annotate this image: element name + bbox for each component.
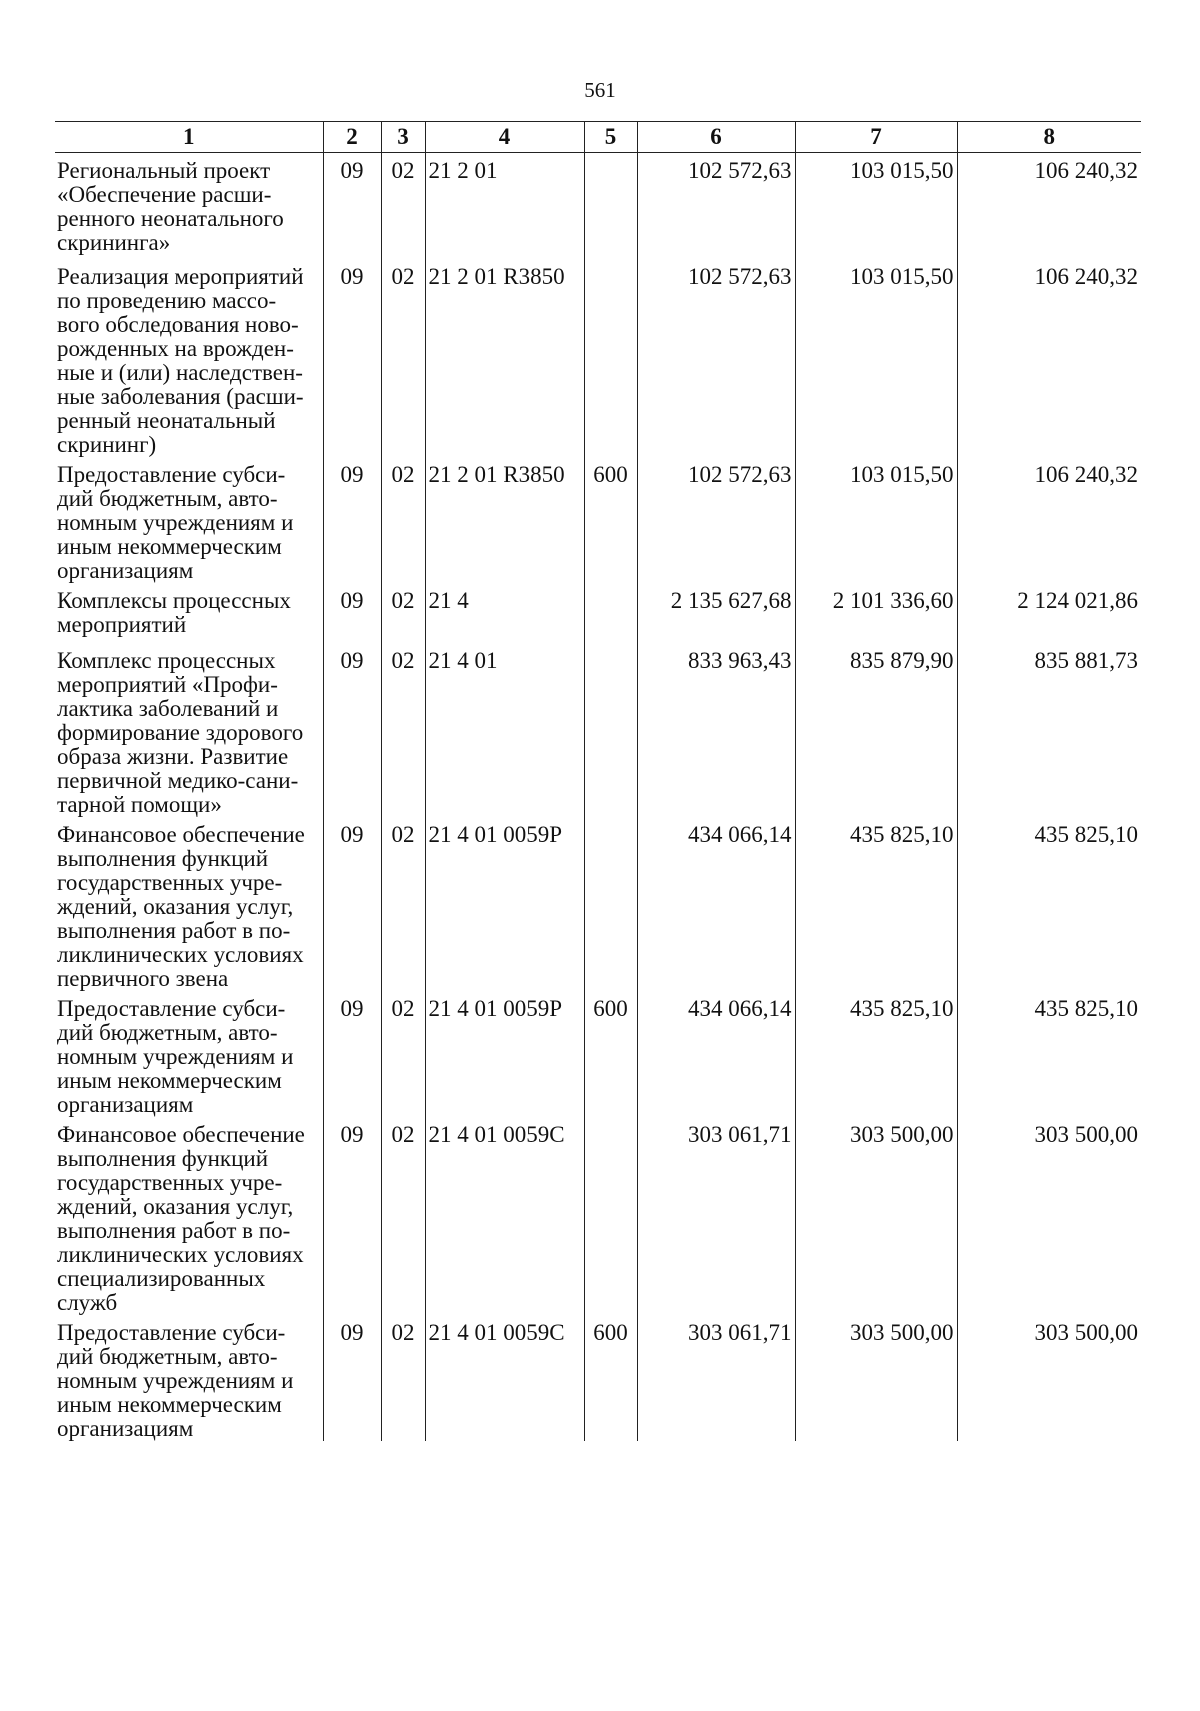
row-name-line: дий бюджетным, авто-	[57, 485, 278, 511]
expense-type-cell	[584, 153, 637, 259]
row-name-line: иным некоммерческим	[57, 1067, 282, 1093]
row-name-line: государственных учре-	[57, 1169, 283, 1195]
target-article-cell: 21 4 01	[425, 643, 584, 817]
row-name-line: дий бюджетным, авто-	[57, 1019, 278, 1045]
table-row	[55, 583, 1141, 643]
table-header-row	[55, 122, 1141, 153]
row-name-line: государственных учре-	[57, 869, 283, 895]
section-code-cell: 09	[323, 259, 381, 457]
row-name-line: иным некоммерческим	[57, 1391, 282, 1417]
page-number: 561	[584, 78, 616, 102]
row-name-line: ренный неонатальный	[57, 407, 276, 433]
row-name-cell	[55, 153, 323, 259]
column-header: 8	[957, 122, 1141, 153]
table-row	[55, 259, 1141, 457]
table-row	[55, 817, 1141, 991]
amount-year2-cell: 103 015,50	[795, 259, 957, 457]
amount-year2-cell: 835 879,90	[795, 643, 957, 817]
row-name-line: лактика заболеваний и	[57, 695, 279, 721]
column-header: 4	[425, 122, 584, 153]
section-code-cell: 09	[323, 583, 381, 643]
table-row	[55, 1117, 1141, 1315]
row-name-line: организациям	[57, 1091, 194, 1117]
row-name-line: выполнения функций	[57, 1145, 268, 1171]
column-header: 5	[584, 122, 637, 153]
row-name-cell	[55, 643, 323, 817]
row-name-cell	[55, 583, 323, 643]
expense-type-cell: 600	[584, 991, 637, 1117]
section-code-cell: 09	[323, 153, 381, 259]
section-code-cell: 09	[323, 1315, 381, 1441]
amount-year2-cell: 435 825,10	[795, 991, 957, 1117]
amount-year2-cell: 303 500,00	[795, 1315, 957, 1441]
row-name-line: ждений, оказания услуг,	[57, 893, 294, 919]
amount-year1-cell: 434 066,14	[637, 991, 795, 1117]
row-name-line: организациям	[57, 557, 194, 583]
expense-type-cell: 600	[584, 457, 637, 583]
amount-year2-cell: 103 015,50	[795, 153, 957, 259]
column-header: 6	[637, 122, 795, 153]
subsection-code-cell: 02	[381, 1315, 425, 1441]
subsection-code-cell: 02	[381, 643, 425, 817]
row-name-line: Финансовое обеспечение	[57, 1121, 305, 1147]
row-name-line: мероприятий	[57, 611, 187, 637]
target-article-cell: 21 4	[425, 583, 584, 643]
row-name-line: образа жизни. Развитие	[57, 743, 289, 769]
table-row	[55, 1315, 1141, 1441]
subsection-code-cell: 02	[381, 1117, 425, 1315]
row-name-line: ждений, оказания услуг,	[57, 1193, 294, 1219]
row-name-line: первичной медико-сани-	[57, 767, 299, 793]
column-header: 1	[55, 122, 323, 153]
amount-year3-cell: 106 240,32	[957, 153, 1141, 259]
amount-year1-cell: 102 572,63	[637, 153, 795, 259]
target-article-cell: 21 4 01 0059C	[425, 1315, 584, 1441]
target-article-cell: 21 2 01	[425, 153, 584, 259]
row-name-line: ликлинических условиях	[57, 1241, 304, 1267]
column-header: 7	[795, 122, 957, 153]
expense-type-cell	[584, 1117, 637, 1315]
row-name-cell	[55, 457, 323, 583]
row-name-line: Предоставление субси-	[57, 461, 286, 487]
subsection-code-cell: 02	[381, 817, 425, 991]
subsection-code-cell: 02	[381, 259, 425, 457]
expense-type-cell: 600	[584, 1315, 637, 1441]
amount-year1-cell: 303 061,71	[637, 1117, 795, 1315]
amount-year3-cell: 2 124 021,86	[957, 583, 1141, 643]
table-row	[55, 991, 1141, 1117]
row-name-line: Комплекс процессных	[57, 647, 276, 673]
expense-type-cell	[584, 643, 637, 817]
row-name-line: по проведению массо-	[57, 287, 277, 313]
amount-year3-cell: 303 500,00	[957, 1315, 1141, 1441]
section-code-cell: 09	[323, 1117, 381, 1315]
target-article-cell: 21 4 01 0059C	[425, 1117, 584, 1315]
row-name-line: ликлинических условиях	[57, 941, 304, 967]
amount-year2-cell: 303 500,00	[795, 1117, 957, 1315]
subsection-code-cell: 02	[381, 583, 425, 643]
row-name-line: выполнения функций	[57, 845, 268, 871]
row-name-line: тарной помощи»	[57, 791, 222, 817]
row-name-line: вого обследования ново-	[57, 311, 299, 337]
row-name-line: выполнения работ в по-	[57, 917, 291, 943]
row-name-line: организациям	[57, 1415, 194, 1441]
row-name-line: скрининга»	[57, 230, 171, 255]
amount-year3-cell: 303 500,00	[957, 1117, 1141, 1315]
expense-type-cell	[584, 583, 637, 643]
subsection-code-cell: 02	[381, 457, 425, 583]
row-name-line: формирование здорового	[57, 719, 304, 745]
row-name-line: «Обеспечение расши-	[57, 182, 272, 207]
table-body	[55, 153, 1141, 1441]
table-row	[55, 153, 1141, 259]
row-name-line: рожденных на врожден-	[57, 335, 294, 361]
amount-year1-cell: 434 066,14	[637, 817, 795, 991]
section-code-cell: 09	[323, 643, 381, 817]
row-name-line: специализированных	[57, 1265, 266, 1291]
section-code-cell: 09	[323, 817, 381, 991]
row-name-line: служб	[57, 1289, 118, 1315]
target-article-cell: 21 2 01 R3850	[425, 259, 584, 457]
row-name-cell	[55, 1315, 323, 1441]
row-name-line: мероприятий «Профи-	[57, 671, 278, 697]
subsection-code-cell: 02	[381, 991, 425, 1117]
amount-year2-cell: 435 825,10	[795, 817, 957, 991]
budget-table	[55, 121, 1141, 1441]
amount-year1-cell: 2 135 627,68	[637, 583, 795, 643]
expense-type-cell	[584, 259, 637, 457]
target-article-cell: 21 2 01 R3850	[425, 457, 584, 583]
row-name-cell	[55, 259, 323, 457]
amount-year3-cell: 435 825,10	[957, 991, 1141, 1117]
target-article-cell: 21 4 01 0059P	[425, 817, 584, 991]
row-name-line: иным некоммерческим	[57, 533, 282, 559]
row-name-line: номным учреждениям и	[57, 1043, 294, 1069]
row-name-line: Региональный проект	[57, 158, 271, 183]
table-row	[55, 457, 1141, 583]
amount-year3-cell: 435 825,10	[957, 817, 1141, 991]
row-name-line: номным учреждениям и	[57, 509, 294, 535]
amount-year2-cell: 2 101 336,60	[795, 583, 957, 643]
amount-year1-cell: 833 963,43	[637, 643, 795, 817]
amount-year3-cell: 835 881,73	[957, 643, 1141, 817]
amount-year1-cell: 303 061,71	[637, 1315, 795, 1441]
row-name-line: номным учреждениям и	[57, 1367, 294, 1393]
row-name-line: Финансовое обеспечение	[57, 821, 305, 847]
row-name-line: ренного неонатального	[57, 206, 284, 231]
row-name-line: скрининг)	[57, 431, 157, 457]
amount-year2-cell: 103 015,50	[795, 457, 957, 583]
section-code-cell: 09	[323, 457, 381, 583]
row-name-line: дий бюджетным, авто-	[57, 1343, 278, 1369]
expense-type-cell	[584, 817, 637, 991]
row-name-cell	[55, 817, 323, 991]
amount-year1-cell: 102 572,63	[637, 259, 795, 457]
row-name-line: Предоставление субси-	[57, 995, 286, 1021]
row-name-line: ные заболевания (расши-	[57, 383, 304, 409]
row-name-line: Предоставление субси-	[57, 1319, 286, 1345]
amount-year1-cell: 102 572,63	[637, 457, 795, 583]
row-name-cell	[55, 1117, 323, 1315]
row-name-line: выполнения работ в по-	[57, 1217, 291, 1243]
section-code-cell: 09	[323, 991, 381, 1117]
amount-year3-cell: 106 240,32	[957, 457, 1141, 583]
column-header: 2	[323, 122, 381, 153]
row-name-line: ные и (или) наследствен-	[57, 359, 303, 385]
row-name-cell	[55, 991, 323, 1117]
row-name-line: первичного звена	[57, 965, 229, 991]
row-name-line: Реализация мероприятий	[57, 263, 304, 289]
subsection-code-cell: 02	[381, 153, 425, 259]
table-row	[55, 643, 1141, 817]
target-article-cell: 21 4 01 0059P	[425, 991, 584, 1117]
amount-year3-cell: 106 240,32	[957, 259, 1141, 457]
column-header: 3	[381, 122, 425, 153]
row-name-line: Комплексы процессных	[57, 587, 291, 613]
